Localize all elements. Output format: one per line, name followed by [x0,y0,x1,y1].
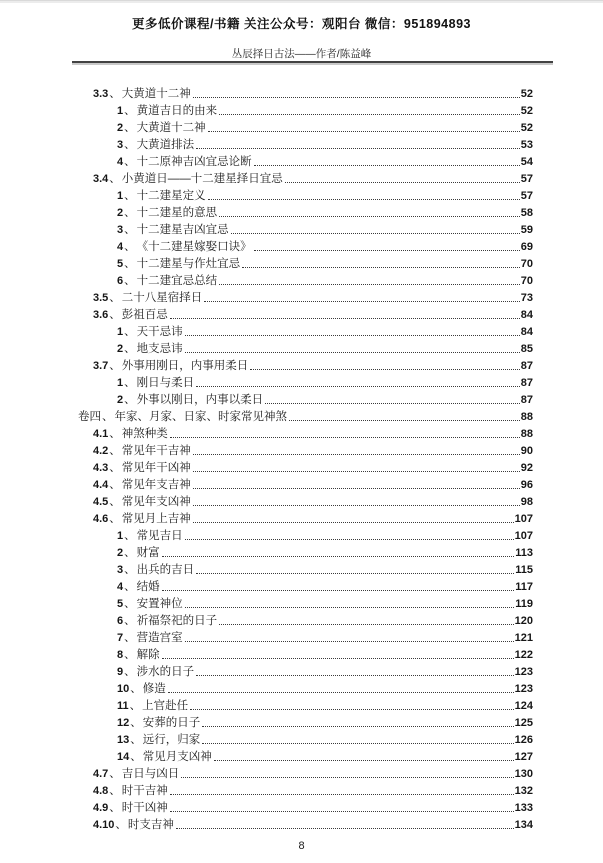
toc-entry-separator: 、 [130,734,142,746]
toc-row [78,664,533,681]
toc-entry-separator: 、 [124,224,136,236]
toc-row [78,239,533,256]
toc-entry-page: 125 [514,717,533,729]
toc-entry-page: 113 [515,547,533,559]
dot-leader [219,114,520,115]
toc-entry-number: 2 [117,547,124,559]
toc-entry-page: 132 [514,785,533,797]
toc-row [78,137,533,154]
toc-entry-separator: 、 [124,105,136,117]
toc-row [78,562,533,579]
dot-leader [196,573,514,574]
toc-entry-title: 外事以刚日，内事以柔日 [136,394,264,406]
toc-entry-title: 大黄道十二神 [121,88,191,100]
toc-entry-separator: 、 [109,445,121,457]
toc-entry-number: 3.3 [93,88,109,100]
toc-entry-number: 3 [117,139,124,151]
toc-entry-number: 4 [117,581,124,593]
toc-entry-page: 130 [514,768,533,780]
toc-entry-number: 4.8 [93,785,109,797]
toc-entry-separator: 、 [124,615,136,627]
toc-entry-number: 6 [117,615,124,627]
toc-entry-title: 十二建星定义 [136,190,206,202]
toc-entry-number: 2 [117,394,124,406]
toc-entry-title: 安置神位 [136,598,183,610]
toc-row [78,749,533,766]
toc-row [78,154,533,171]
toc-entry-separator: 、 [109,496,121,508]
toc-row [78,375,533,392]
toc-entry-title: 十二建宜忌总结 [136,275,218,287]
toc-entry-page: 52 [520,88,533,100]
header-book-title: 丛辰择日古法——作者/陈益峰 [231,48,372,60]
dot-leader [219,216,520,217]
toc-entry-page: 133 [514,802,533,814]
dot-leader [168,692,514,693]
toc-entry-separator: 、 [124,156,136,168]
toc-row [78,681,533,698]
toc-entry-title: 十二建星吉凶宜忌 [136,224,229,236]
toc-entry-page: 96 [520,479,533,491]
toc-row [78,715,533,732]
toc-entry-number: 12 [117,717,130,729]
dot-leader [190,709,514,710]
toc-entry-number: 4 [117,241,124,253]
toc-row [78,290,533,307]
toc-entry-title: 安葬的日子 [142,717,201,729]
toc-entry-separator: 、 [124,581,136,593]
toc-entry-title: 远行，归家 [142,734,201,746]
toc-row [78,273,533,290]
dot-leader [162,658,514,659]
dot-leader [193,522,514,523]
table-of-contents [78,86,533,834]
toc-entry-title: 吉日与凶日 [121,768,180,780]
toc-entry-separator: 、 [124,207,136,219]
toc-entry-number: 2 [117,207,124,219]
toc-entry-separator: 、 [102,411,114,423]
toc-entry-number: 4.10 [93,819,115,831]
toc-row [78,698,533,715]
toc-entry-number: 14 [117,751,130,763]
dot-leader [176,828,514,829]
dot-leader [254,165,520,166]
toc-entry-title: 大黄道排法 [136,139,195,151]
page-top-edge [0,0,603,3]
toc-entry-page: 90 [520,445,533,457]
toc-entry-page: 107 [514,513,533,525]
toc-row [78,630,533,647]
toc-row [78,392,533,409]
toc-entry-number: 3.6 [93,309,109,321]
toc-entry-number: 10 [117,683,130,695]
toc-row [78,86,533,103]
toc-entry-title: 常见月上吉神 [121,513,191,525]
toc-entry-separator: 、 [124,343,136,355]
toc-entry-separator: 、 [109,768,121,780]
header-promo-line: 更多低价课程/书籍 关注公众号：观阳台 微信：951894893 [132,17,471,31]
toc-entry-page: 69 [520,241,533,253]
toc-entry-separator: 、 [130,717,142,729]
dot-leader [219,624,514,625]
dot-leader [196,148,520,149]
toc-entry-separator: 、 [124,258,136,270]
toc-entry-number: 3 [117,564,124,576]
toc-entry-number: 6 [117,275,124,287]
toc-row [78,222,533,239]
dot-leader [285,182,520,183]
toc-entry-separator: 、 [124,241,136,253]
dot-leader [170,811,514,812]
toc-entry-number: 7 [117,632,124,644]
toc-row [78,596,533,613]
toc-entry-separator: 、 [124,190,136,202]
dot-leader [162,590,515,591]
toc-entry-separator: 、 [124,632,136,644]
toc-entry-page: 120 [514,615,533,627]
toc-row [78,732,533,749]
toc-entry-number: 1 [117,105,124,117]
toc-entry-number: 5 [117,258,124,270]
toc-row [78,528,533,545]
toc-entry-page: 54 [520,156,533,168]
toc-entry-number: 3.7 [93,360,109,372]
toc-entry-page: 107 [514,530,533,542]
toc-entry-separator: 、 [109,513,121,525]
dot-leader [208,199,520,200]
toc-entry-number: 1 [117,326,124,338]
toc-entry-title: 解除 [136,649,160,661]
toc-entry-title: 常见年支凶神 [121,496,191,508]
toc-entry-page: 52 [520,105,533,117]
toc-entry-title: 《十二建星嫁娶口诀》 [136,241,252,253]
toc-entry-separator: 、 [109,360,121,372]
toc-entry-page: 70 [520,275,533,287]
toc-entry-page: 119 [515,598,533,610]
toc-entry-number: 4 [117,156,124,168]
toc-entry-title: 二十八星宿择日 [121,292,203,304]
dot-leader [204,301,519,302]
toc-entry-title: 十二建星与作灶宜忌 [136,258,241,270]
toc-entry-page: 123 [514,666,533,678]
toc-entry-number: 5 [117,598,124,610]
toc-entry-separator: 、 [124,564,136,576]
toc-entry-title: 修造 [142,683,166,695]
toc-entry-separator: 、 [109,479,121,491]
toc-entry-title: 常见年干吉神 [121,445,191,457]
toc-entry-page: 53 [520,139,533,151]
toc-entry-separator: 、 [109,785,121,797]
dot-leader [208,131,520,132]
toc-row [78,188,533,205]
toc-row [78,358,533,375]
toc-entry-title: 十二建星的意思 [136,207,218,219]
toc-row [78,766,533,783]
dot-leader [185,539,514,540]
toc-entry-separator: 、 [130,683,142,695]
toc-entry-title: 常见年干凶神 [121,462,191,474]
toc-row [78,324,533,341]
dot-leader [170,437,520,438]
toc-entry-separator: 、 [115,819,127,831]
toc-entry-number: 1 [117,530,124,542]
toc-row [78,817,533,834]
dot-leader [202,726,513,727]
toc-row [78,426,533,443]
dot-leader [242,267,520,268]
toc-entry-page: 70 [520,258,533,270]
toc-entry-separator: 、 [124,598,136,610]
dot-leader [193,471,520,472]
toc-entry-separator: 、 [109,173,121,185]
toc-entry-title: 营造宫室 [136,632,183,644]
toc-entry-title: 时支吉神 [127,819,174,831]
toc-row [78,545,533,562]
toc-entry-title: 涉水的日子 [136,666,195,678]
toc-entry-title: 祈福祭祀的日子 [136,615,218,627]
toc-entry-separator: 、 [129,700,142,712]
toc-row [78,205,533,222]
toc-entry-separator: 、 [124,394,136,406]
toc-entry-number: 4.2 [93,445,109,457]
toc-entry-page: 84 [520,326,533,338]
toc-entry-title: 结婚 [136,581,160,593]
toc-entry-page: 123 [514,683,533,695]
toc-entry-number: 13 [117,734,130,746]
dot-leader [231,233,520,234]
toc-entry-title: 时干吉神 [121,785,168,797]
toc-entry-title: 外事用刚日，内事用柔日 [121,360,249,372]
toc-entry-separator: 、 [109,309,121,321]
dot-leader [265,403,520,404]
toc-entry-page: 117 [515,581,533,593]
toc-entry-number: 3.4 [93,173,109,185]
toc-entry-separator: 、 [124,530,136,542]
toc-entry-number: 4.1 [93,428,109,440]
toc-row [78,120,533,137]
toc-entry-separator: 、 [109,292,121,304]
toc-entry-title: 小黄道日——十二建星择日宜忌 [121,173,283,185]
toc-entry-number: 3 [117,224,124,236]
dot-leader [181,777,513,778]
toc-entry-number: 8 [117,649,124,661]
toc-entry-page: 115 [515,564,533,576]
toc-entry-title: 刚日与柔日 [136,377,195,389]
toc-entry-separator: 、 [109,802,121,814]
toc-entry-number: 1 [117,190,124,202]
toc-entry-page: 87 [520,394,533,406]
toc-entry-page: 92 [520,462,533,474]
dot-leader [162,556,515,557]
dot-leader [193,488,520,489]
toc-entry-title: 常见年支吉神 [121,479,191,491]
toc-entry-separator: 、 [109,462,121,474]
toc-row [78,307,533,324]
dot-leader [185,641,514,642]
toc-entry-separator: 、 [124,649,136,661]
toc-entry-separator: 、 [124,139,136,151]
toc-entry-title: 天干忌讳 [136,326,183,338]
toc-entry-page: 59 [520,224,533,236]
toc-row [78,409,533,426]
toc-entry-number: 11 [117,700,129,712]
toc-row [78,800,533,817]
dot-leader [289,420,520,421]
dot-leader [196,386,520,387]
toc-entry-page: 87 [520,360,533,372]
dot-leader [214,760,514,761]
toc-entry-title: 大黄道十二神 [136,122,206,134]
toc-entry-page: 87 [520,377,533,389]
toc-entry-page: 52 [520,122,533,134]
toc-entry-page: 57 [520,173,533,185]
toc-row [78,613,533,630]
dot-leader [170,318,520,319]
toc-entry-page: 134 [514,819,533,831]
toc-entry-title: 年家、月家、日家、时家常见神煞 [114,411,287,423]
toc-entry-page: 124 [514,700,533,712]
toc-entry-page: 121 [514,632,533,644]
toc-entry-number: 4.5 [93,496,109,508]
toc-entry-separator: 、 [124,377,136,389]
toc-entry-number: 4.4 [93,479,109,491]
toc-row [78,103,533,120]
toc-row [78,647,533,664]
toc-entry-title: 十二原神吉凶宜忌论断 [136,156,252,168]
toc-row [78,341,533,358]
toc-entry-title: 财富 [136,547,160,559]
toc-entry-page: 73 [520,292,533,304]
toc-entry-separator: 、 [109,88,121,100]
toc-row [78,256,533,273]
dot-leader [250,369,519,370]
dot-leader [219,284,520,285]
toc-entry-separator: 、 [130,751,142,763]
toc-entry-page: 58 [520,207,533,219]
toc-entry-title: 常见月支凶神 [142,751,212,763]
dot-leader [196,675,514,676]
toc-entry-page: 126 [514,734,533,746]
dot-leader [202,743,513,744]
header-divider-rule [72,61,553,63]
toc-row [78,460,533,477]
dot-leader [170,794,514,795]
toc-entry-separator: 、 [124,122,136,134]
toc-entry-number: 4.7 [93,768,109,780]
toc-entry-page: 85 [520,343,533,355]
toc-entry-title: 黄道吉日的由来 [136,105,218,117]
toc-entry-page: 127 [514,751,533,763]
toc-row [78,783,533,800]
dot-leader [254,250,520,251]
toc-entry-page: 84 [520,309,533,321]
toc-entry-title: 出兵的吉日 [136,564,195,576]
toc-entry-number: 卷四 [78,411,101,423]
toc-entry-number: 9 [117,666,124,678]
toc-entry-title: 彭祖百忌 [121,309,168,321]
toc-row [78,477,533,494]
toc-entry-page: 122 [514,649,533,661]
toc-row [78,579,533,596]
dot-leader [185,607,515,608]
toc-entry-number: 1 [117,377,124,389]
dot-leader [193,454,520,455]
toc-entry-title: 地支忌讳 [136,343,183,355]
footer-page-number: 8 [298,840,305,852]
toc-entry-separator: 、 [124,666,136,678]
toc-entry-separator: 、 [124,547,136,559]
toc-row [78,511,533,528]
toc-entry-page: 98 [520,496,533,508]
toc-row [78,443,533,460]
toc-entry-number: 4.9 [93,802,109,814]
toc-entry-title: 常见吉日 [136,530,183,542]
toc-entry-number: 4.3 [93,462,109,474]
dot-leader [193,505,520,506]
dot-leader [185,335,520,336]
toc-entry-number: 2 [117,122,124,134]
toc-entry-number: 3.5 [93,292,109,304]
toc-entry-page: 88 [520,428,533,440]
toc-entry-separator: 、 [124,326,136,338]
toc-entry-title: 神煞种类 [121,428,168,440]
toc-entry-separator: 、 [124,275,136,287]
toc-entry-page: 88 [520,411,533,423]
toc-entry-number: 4.6 [93,513,109,525]
toc-entry-separator: 、 [109,428,121,440]
toc-entry-title: 时干凶神 [121,802,168,814]
toc-row [78,171,533,188]
toc-entry-number: 2 [117,343,124,355]
dot-leader [193,97,520,98]
toc-row [78,494,533,511]
dot-leader [185,352,520,353]
toc-entry-page: 57 [520,190,533,202]
toc-entry-title: 上官赴任 [142,700,189,712]
